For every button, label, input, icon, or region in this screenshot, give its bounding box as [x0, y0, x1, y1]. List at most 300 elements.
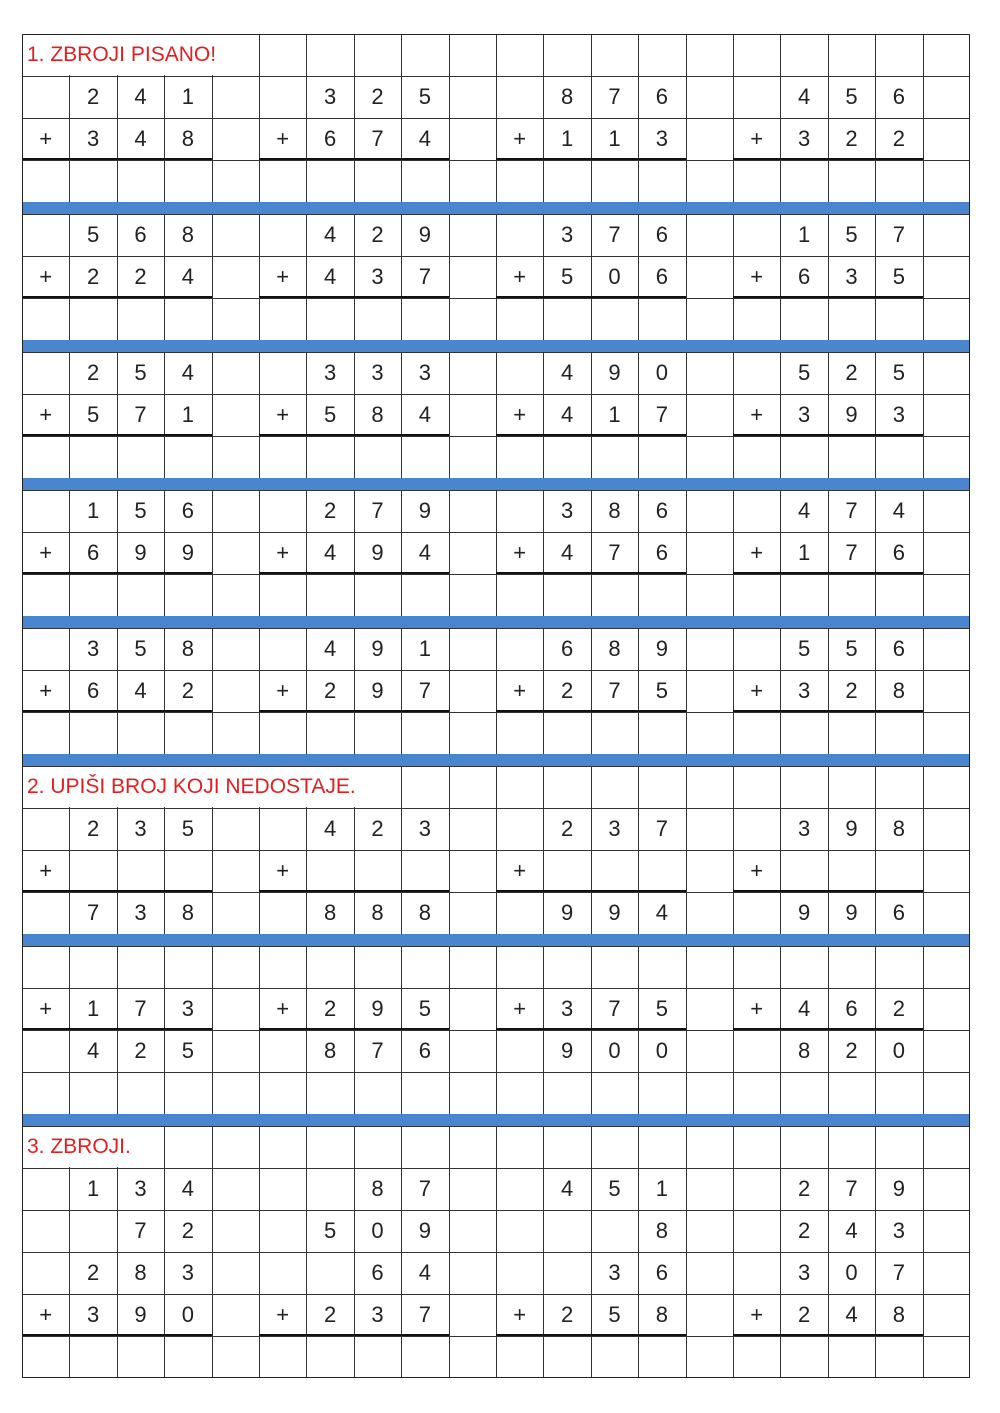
grid-column-line	[496, 214, 497, 256]
digit-cell: 7	[134, 1217, 147, 1243]
digit-cell: 4	[560, 539, 574, 565]
grid-column-line	[117, 436, 118, 478]
digit-cell: 2	[797, 1301, 811, 1327]
grid-column-line	[306, 436, 307, 478]
grid-column-line	[686, 574, 687, 616]
grid-column-line	[212, 214, 213, 256]
digit-cell: 7	[134, 995, 147, 1021]
digit-cell: 0	[892, 1037, 905, 1063]
plus-sign: +	[39, 677, 53, 703]
grid-column-line	[496, 712, 497, 754]
grid-column-line	[164, 436, 165, 478]
plus-sign: +	[513, 677, 527, 703]
digit-cell: 5	[418, 84, 431, 110]
grid-column-line	[875, 1126, 876, 1168]
digit-cell: 6	[892, 84, 905, 110]
grid-column-line	[496, 34, 497, 76]
digit-cell: 3	[181, 995, 194, 1021]
grid-column-line	[496, 352, 497, 394]
digit-cell: 1	[86, 1175, 100, 1201]
digit-cell: 1	[181, 84, 194, 110]
grid-column-line	[496, 574, 497, 616]
grid-column-line	[259, 808, 260, 850]
digit-cell: 2	[371, 84, 384, 110]
grid-column-line	[401, 766, 402, 808]
digit-cell: 3	[560, 222, 574, 247]
section-title: 2. UPIŠI BROJ KOJI NEDOSTAJE.	[27, 767, 359, 807]
grid-column-line	[875, 850, 876, 892]
grid-column-line	[875, 1336, 876, 1378]
grid-column-line	[686, 670, 687, 712]
blue-separator-band	[22, 934, 970, 946]
digit-cell: 6	[892, 539, 905, 565]
grid-column-line	[401, 574, 402, 616]
grid-column-line	[259, 298, 260, 340]
digit-cell: 3	[845, 264, 858, 289]
digit-cell: 2	[845, 126, 858, 152]
grid-column-line	[686, 34, 687, 76]
grid-column-line	[69, 160, 70, 202]
grid-column-line	[354, 34, 355, 76]
grid-column-line	[212, 490, 213, 532]
digit-cell: 2	[560, 815, 574, 841]
grid-column-line	[117, 946, 118, 988]
grid-column-line	[591, 1072, 592, 1114]
grid-column-line	[164, 712, 165, 754]
grid-column-line	[354, 436, 355, 478]
digit-cell: 4	[134, 126, 147, 152]
grid-column-line	[259, 352, 260, 394]
grid-column-line	[923, 436, 924, 478]
digit-cell: 6	[560, 635, 574, 661]
grid-column-line	[733, 1168, 734, 1210]
grid-column-line	[496, 1252, 497, 1294]
digit-cell: 2	[86, 1259, 100, 1285]
grid-column-line	[828, 1126, 829, 1168]
digit-cell: 7	[845, 497, 858, 523]
grid-column-line	[875, 436, 876, 478]
digit-cell: 2	[892, 126, 905, 152]
grid-column-line	[780, 298, 781, 340]
digit-cell: 1	[86, 497, 100, 523]
grid-column-line	[306, 1252, 307, 1294]
grid-column-line	[496, 1210, 497, 1252]
digit-cell: 3	[892, 1217, 905, 1243]
grid-column-line	[591, 160, 592, 202]
digit-cell: 4	[418, 401, 431, 427]
plus-sign: +	[750, 1301, 764, 1327]
grid-column-line	[449, 490, 450, 532]
grid-column-line	[733, 1030, 734, 1072]
grid-column-line	[638, 34, 639, 76]
grid-column-line	[496, 298, 497, 340]
digit-cell: 9	[655, 635, 668, 661]
digit-cell: 7	[845, 539, 858, 565]
grid-column-line	[733, 628, 734, 670]
grid-column-line	[401, 1126, 402, 1168]
digit-cell: 2	[134, 264, 147, 289]
grid-column-line	[449, 808, 450, 850]
grid-column-line	[259, 490, 260, 532]
digit-cell: 7	[608, 995, 621, 1021]
grid-column-line	[686, 1336, 687, 1378]
digit-cell: 4	[181, 1175, 194, 1201]
grid-column-line	[259, 1126, 260, 1168]
grid-column-line	[828, 34, 829, 76]
grid-column-line	[638, 1072, 639, 1114]
grid-column-line	[401, 34, 402, 76]
grid-column-line	[780, 946, 781, 988]
digit-cell: 9	[845, 401, 858, 427]
grid-column-line	[923, 808, 924, 850]
grid-column-line	[828, 160, 829, 202]
grid-column-line	[780, 574, 781, 616]
grid-column-line	[449, 1126, 450, 1168]
digit-cell: 9	[608, 899, 621, 925]
digit-cell: 8	[797, 1037, 811, 1063]
digit-cell: 4	[181, 359, 194, 385]
digit-cell: 3	[418, 815, 431, 841]
digit-cell: 3	[323, 359, 337, 385]
grid-column-line	[875, 712, 876, 754]
plus-sign: +	[276, 857, 290, 883]
digit-cell: 5	[845, 222, 858, 247]
grid-column-line	[212, 892, 213, 934]
grid-column-line	[212, 988, 213, 1030]
grid-column-line	[449, 628, 450, 670]
grid-column-line	[543, 1126, 544, 1168]
digit-cell: 8	[655, 1217, 668, 1243]
digit-cell: 5	[608, 1175, 621, 1201]
grid-column-line	[923, 532, 924, 574]
grid-column-line	[733, 946, 734, 988]
digit-cell: 2	[86, 84, 100, 110]
grid-column-line	[212, 1168, 213, 1210]
grid-column-line	[212, 1030, 213, 1072]
grid-column-line	[212, 352, 213, 394]
section-title: 1. ZBROJI PISANO!	[27, 35, 219, 75]
grid-column-line	[306, 1072, 307, 1114]
grid-column-line	[923, 946, 924, 988]
digit-cell: 5	[134, 359, 147, 385]
grid-column-line	[449, 1294, 450, 1336]
grid-column-line	[306, 160, 307, 202]
digit-cell: 4	[134, 84, 147, 110]
digit-cell: 8	[323, 899, 337, 925]
grid-column-line	[212, 118, 213, 160]
grid-column-line	[496, 1030, 497, 1072]
grid-column-line	[212, 532, 213, 574]
grid-column-line	[212, 256, 213, 298]
grid-column-line	[638, 850, 639, 892]
digit-cell: 7	[892, 1259, 905, 1285]
grid-column-line	[780, 1126, 781, 1168]
grid-column-line	[543, 1210, 544, 1252]
digit-cell: 7	[86, 899, 100, 925]
grid-column-line	[733, 34, 734, 76]
grid-column-line	[449, 394, 450, 436]
grid-column-line	[686, 712, 687, 754]
digit-cell: 7	[845, 1175, 858, 1201]
grid-column-line	[259, 946, 260, 988]
plus-sign: +	[513, 995, 527, 1021]
grid-column-line	[543, 712, 544, 754]
grid-column-line	[686, 298, 687, 340]
grid-column-line	[496, 808, 497, 850]
grid-column-line	[923, 214, 924, 256]
grid-column-line	[591, 436, 592, 478]
digit-cell: 6	[181, 497, 194, 523]
digit-cell: 4	[418, 539, 431, 565]
digit-cell: 1	[797, 539, 811, 565]
digit-cell: 6	[323, 126, 337, 152]
digit-cell: 2	[371, 815, 384, 841]
grid-column-line	[212, 850, 213, 892]
digit-cell: 0	[655, 359, 668, 385]
digit-cell: 2	[560, 1301, 574, 1327]
digit-cell: 5	[418, 995, 431, 1021]
digit-cell: 6	[892, 635, 905, 661]
digit-cell: 3	[560, 995, 574, 1021]
grid-column-line	[923, 850, 924, 892]
grid-column-line	[117, 1072, 118, 1114]
digit-cell: 4	[560, 359, 574, 385]
digit-cell: 3	[371, 264, 384, 289]
digit-cell: 5	[655, 995, 668, 1021]
digit-cell: 2	[86, 359, 100, 385]
grid-column-line	[306, 574, 307, 616]
digit-cell: 3	[86, 126, 100, 152]
grid-column-line	[591, 766, 592, 808]
grid-column-line	[259, 76, 260, 118]
digit-cell: 2	[86, 815, 100, 841]
digit-cell: 7	[655, 815, 668, 841]
grid-column-line	[686, 766, 687, 808]
grid-column-line	[259, 712, 260, 754]
digit-cell: 2	[371, 222, 384, 247]
grid-column-line	[401, 298, 402, 340]
digit-cell: 5	[655, 677, 668, 703]
plus-sign: +	[513, 1301, 527, 1327]
digit-cell: 7	[608, 539, 621, 565]
grid-column-line	[212, 574, 213, 616]
grid-column-line	[591, 1336, 592, 1378]
digit-cell: 8	[181, 222, 194, 247]
grid-column-line	[164, 160, 165, 202]
digit-cell: 9	[181, 539, 194, 565]
digit-cell: 6	[655, 497, 668, 523]
digit-cell: 4	[418, 126, 431, 152]
grid-column-line	[354, 946, 355, 988]
digit-cell: 9	[371, 677, 384, 703]
digit-cell: 7	[892, 222, 905, 247]
grid-column-line	[923, 256, 924, 298]
grid-column-line	[923, 892, 924, 934]
grid-column-line	[780, 850, 781, 892]
digit-cell: 8	[134, 1259, 147, 1285]
plus-sign: +	[276, 539, 290, 565]
grid-column-line	[923, 1210, 924, 1252]
grid-column-line	[401, 1336, 402, 1378]
grid-column-line	[828, 766, 829, 808]
plus-sign: +	[750, 677, 764, 703]
grid-column-line	[733, 436, 734, 478]
digit-cell: 8	[608, 497, 621, 523]
digit-cell: 2	[86, 264, 100, 289]
grid-column-line	[449, 76, 450, 118]
digit-cell: 6	[655, 1259, 668, 1285]
grid-column-line	[686, 1030, 687, 1072]
plus-sign: +	[39, 539, 53, 565]
grid-column-line	[259, 160, 260, 202]
digit-cell: 5	[845, 84, 858, 110]
grid-column-line	[733, 160, 734, 202]
digit-cell: 2	[797, 1217, 811, 1243]
digit-cell: 5	[892, 264, 905, 289]
grid-column-line	[923, 352, 924, 394]
section-title: 3. ZBROJI.	[27, 1127, 134, 1167]
grid-column-line	[164, 1072, 165, 1114]
digit-cell: 7	[371, 497, 384, 523]
grid-column-line	[875, 1072, 876, 1114]
grid-column-line	[923, 490, 924, 532]
grid-column-line	[780, 712, 781, 754]
plus-sign: +	[276, 401, 290, 427]
digit-cell: 3	[371, 1301, 384, 1327]
plus-sign: +	[39, 1301, 53, 1327]
plus-sign: +	[276, 677, 290, 703]
digit-cell: 7	[418, 1301, 431, 1327]
grid-column-line	[923, 628, 924, 670]
grid-column-line	[923, 574, 924, 616]
digit-cell: 2	[323, 677, 337, 703]
grid-column-line	[733, 490, 734, 532]
digit-cell: 6	[655, 539, 668, 565]
digit-cell: 9	[371, 995, 384, 1021]
digit-cell: 2	[845, 677, 858, 703]
digit-cell: 6	[892, 899, 905, 925]
digit-cell: 4	[134, 677, 147, 703]
grid-column-line	[875, 298, 876, 340]
grid-column-line	[449, 1210, 450, 1252]
grid-column-line	[212, 1336, 213, 1378]
grid-column-line	[780, 436, 781, 478]
grid-column-line	[212, 1294, 213, 1336]
grid-column-line	[638, 1126, 639, 1168]
digit-cell: 3	[371, 359, 384, 385]
grid-column-line	[117, 160, 118, 202]
grid-column-line	[923, 34, 924, 76]
grid-column-line	[686, 118, 687, 160]
digit-cell: 8	[608, 635, 621, 661]
digit-cell: 8	[371, 401, 384, 427]
grid-column-line	[117, 1336, 118, 1378]
digit-cell: 8	[418, 899, 431, 925]
grid-column-line	[212, 76, 213, 118]
digit-cell: 3	[134, 815, 147, 841]
grid-column-line	[923, 1126, 924, 1168]
digit-cell: 3	[797, 1259, 811, 1285]
grid-column-line	[69, 574, 70, 616]
digit-cell: 4	[797, 497, 811, 523]
digit-cell: 0	[371, 1217, 384, 1243]
grid-column-line	[828, 574, 829, 616]
digit-cell: 5	[86, 222, 100, 247]
grid-column-line	[496, 490, 497, 532]
digit-cell: 5	[845, 635, 858, 661]
grid-column-line	[354, 712, 355, 754]
grid-column-line	[733, 352, 734, 394]
grid-column-line	[401, 1072, 402, 1114]
grid-column-line	[164, 298, 165, 340]
grid-column-line	[117, 298, 118, 340]
grid-column-line	[259, 1252, 260, 1294]
grid-column-line	[686, 850, 687, 892]
grid-column-line	[306, 946, 307, 988]
grid-column-line	[449, 1168, 450, 1210]
digit-cell: 4	[323, 264, 337, 289]
digit-cell: 7	[655, 401, 668, 427]
grid-column-line	[923, 160, 924, 202]
grid-column-line	[923, 76, 924, 118]
digit-cell: 9	[418, 1217, 431, 1243]
digit-cell: 9	[892, 1175, 905, 1201]
grid-column-line	[780, 766, 781, 808]
digit-cell: 3	[892, 401, 905, 427]
grid-column-line	[306, 34, 307, 76]
grid-column-line	[733, 766, 734, 808]
grid-column-line	[259, 892, 260, 934]
grid-column-line	[686, 394, 687, 436]
digit-cell: 8	[371, 1175, 384, 1201]
digit-cell: 4	[797, 84, 811, 110]
plus-sign: +	[513, 126, 527, 152]
grid-column-line	[449, 436, 450, 478]
grid-column-line	[686, 352, 687, 394]
grid-column-line	[212, 298, 213, 340]
grid-column-line	[212, 712, 213, 754]
grid-column-line	[449, 256, 450, 298]
digit-cell: 7	[608, 84, 621, 110]
digit-cell: 3	[134, 899, 147, 925]
grid-column-line	[686, 490, 687, 532]
grid-column-line	[354, 574, 355, 616]
grid-column-line	[923, 1168, 924, 1210]
digit-cell: 4	[323, 815, 337, 841]
grid-column-line	[212, 628, 213, 670]
digit-cell: 1	[608, 126, 621, 152]
grid-column-line	[923, 298, 924, 340]
grid-column-line	[923, 766, 924, 808]
grid-column-line	[164, 1336, 165, 1378]
grid-column-line	[117, 850, 118, 892]
grid-column-line	[686, 988, 687, 1030]
grid-column-line	[496, 766, 497, 808]
digit-cell: 4	[418, 1259, 431, 1285]
grid-column-line	[591, 1126, 592, 1168]
digit-cell: 9	[608, 359, 621, 385]
digit-cell: 9	[560, 899, 574, 925]
digit-cell: 7	[608, 222, 621, 247]
digit-cell: 6	[86, 677, 100, 703]
plus-sign: +	[513, 401, 527, 427]
digit-cell: 5	[892, 359, 905, 385]
digit-cell: 8	[181, 635, 194, 661]
grid-column-line	[259, 1030, 260, 1072]
digit-cell: 6	[845, 995, 858, 1021]
grid-column-line	[686, 1126, 687, 1168]
plus-sign: +	[513, 857, 527, 883]
